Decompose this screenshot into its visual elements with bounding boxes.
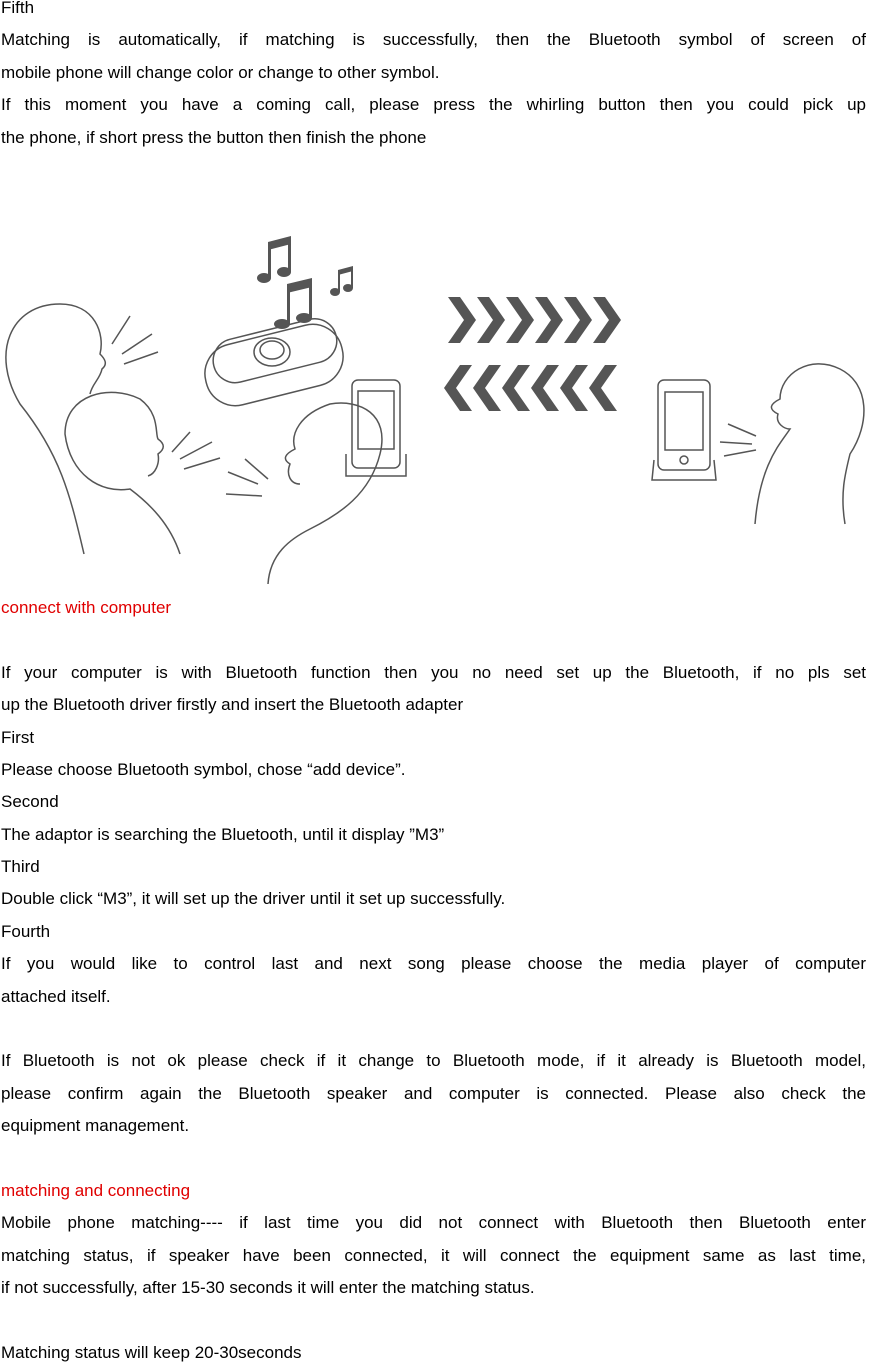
step-text: The adaptor is searching the Bluetooth, until it display ”M3” xyxy=(1,824,445,844)
chevron-right-mark xyxy=(477,297,505,343)
section-heading-matching: matching and connecting xyxy=(1,1180,191,1200)
paragraph-line: If your computer is with Bluetooth function then you no need set up the Bluetooth, if no pls set xyxy=(1,662,866,682)
chevron-left-mark xyxy=(589,365,617,411)
step-text: attached itself. xyxy=(1,986,111,1006)
music-notes-icon xyxy=(257,236,353,329)
bluetooth-speaker-icon xyxy=(199,314,350,412)
step-label: Third xyxy=(1,857,40,877)
chevron-right-mark xyxy=(593,297,621,343)
step-label: Fourth xyxy=(1,921,51,941)
step-text: Double click “M3”, it will set up the driver until it set up successfully. xyxy=(1,889,506,909)
chevrons-right-icon xyxy=(448,297,621,343)
chevron-left-mark xyxy=(473,365,501,411)
chevron-left-mark xyxy=(502,365,530,411)
paragraph-line: mobile phone will change color or change to other symbol. xyxy=(1,62,440,82)
paragraph-line: Matching status will keep 20-30seconds xyxy=(1,1342,302,1362)
chevron-right-mark xyxy=(535,297,563,343)
chevron-left-mark xyxy=(560,365,588,411)
chevrons-left-icon xyxy=(444,365,617,411)
phone-dock-icon xyxy=(346,380,716,480)
paragraph-line: up the Bluetooth driver firstly and insert the Bluetooth adapter xyxy=(1,695,464,715)
chevron-left-mark xyxy=(531,365,559,411)
chevron-left-mark xyxy=(444,365,472,411)
step-text: If you would like to control last and next song please choose the media player of computer xyxy=(1,954,866,974)
people-talking-icon xyxy=(6,304,864,584)
paragraph-line: If Bluetooth is not ok please check if it change to Bluetooth mode, if it already is Bluetooth model, xyxy=(1,1051,866,1071)
chevron-right-mark xyxy=(448,297,476,343)
step-label: First xyxy=(1,727,35,747)
paragraph-line: if not successfully, after 15-30 seconds it will enter the matching status. xyxy=(1,1278,535,1298)
paragraph-line: Mobile phone matching---- if last time you did not connect with Bluetooth then Bluetooth enter xyxy=(1,1213,866,1233)
step-text: Please choose Bluetooth symbol, chose “add device”. xyxy=(1,759,406,779)
section-heading-fifth: Fifth xyxy=(1,0,35,17)
document xyxy=(1,0,866,1369)
step-label: Second xyxy=(1,792,59,812)
bluetooth-usage-illustration xyxy=(1,154,866,592)
paragraph-line: matching status, if speaker have been connected, it will connect the equipment same as last time, xyxy=(1,1245,866,1265)
paragraph-line: equipment management. xyxy=(1,1116,190,1136)
section-heading-connect-computer: connect with computer xyxy=(1,597,172,617)
paragraph-line: please confirm again the Bluetooth speaker and computer is connected. Please also check the xyxy=(1,1083,866,1103)
chevron-right-mark xyxy=(564,297,592,343)
paragraph-line: If this moment you have a coming call, please press the whirling button then you could pick up xyxy=(1,95,866,115)
chevron-right-mark xyxy=(506,297,534,343)
paragraph-line: Matching is automatically, if matching is successfully, then the Bluetooth symbol of screen of xyxy=(1,30,866,50)
paragraph-line: the phone, if short press the button then finish the phone xyxy=(1,127,427,147)
